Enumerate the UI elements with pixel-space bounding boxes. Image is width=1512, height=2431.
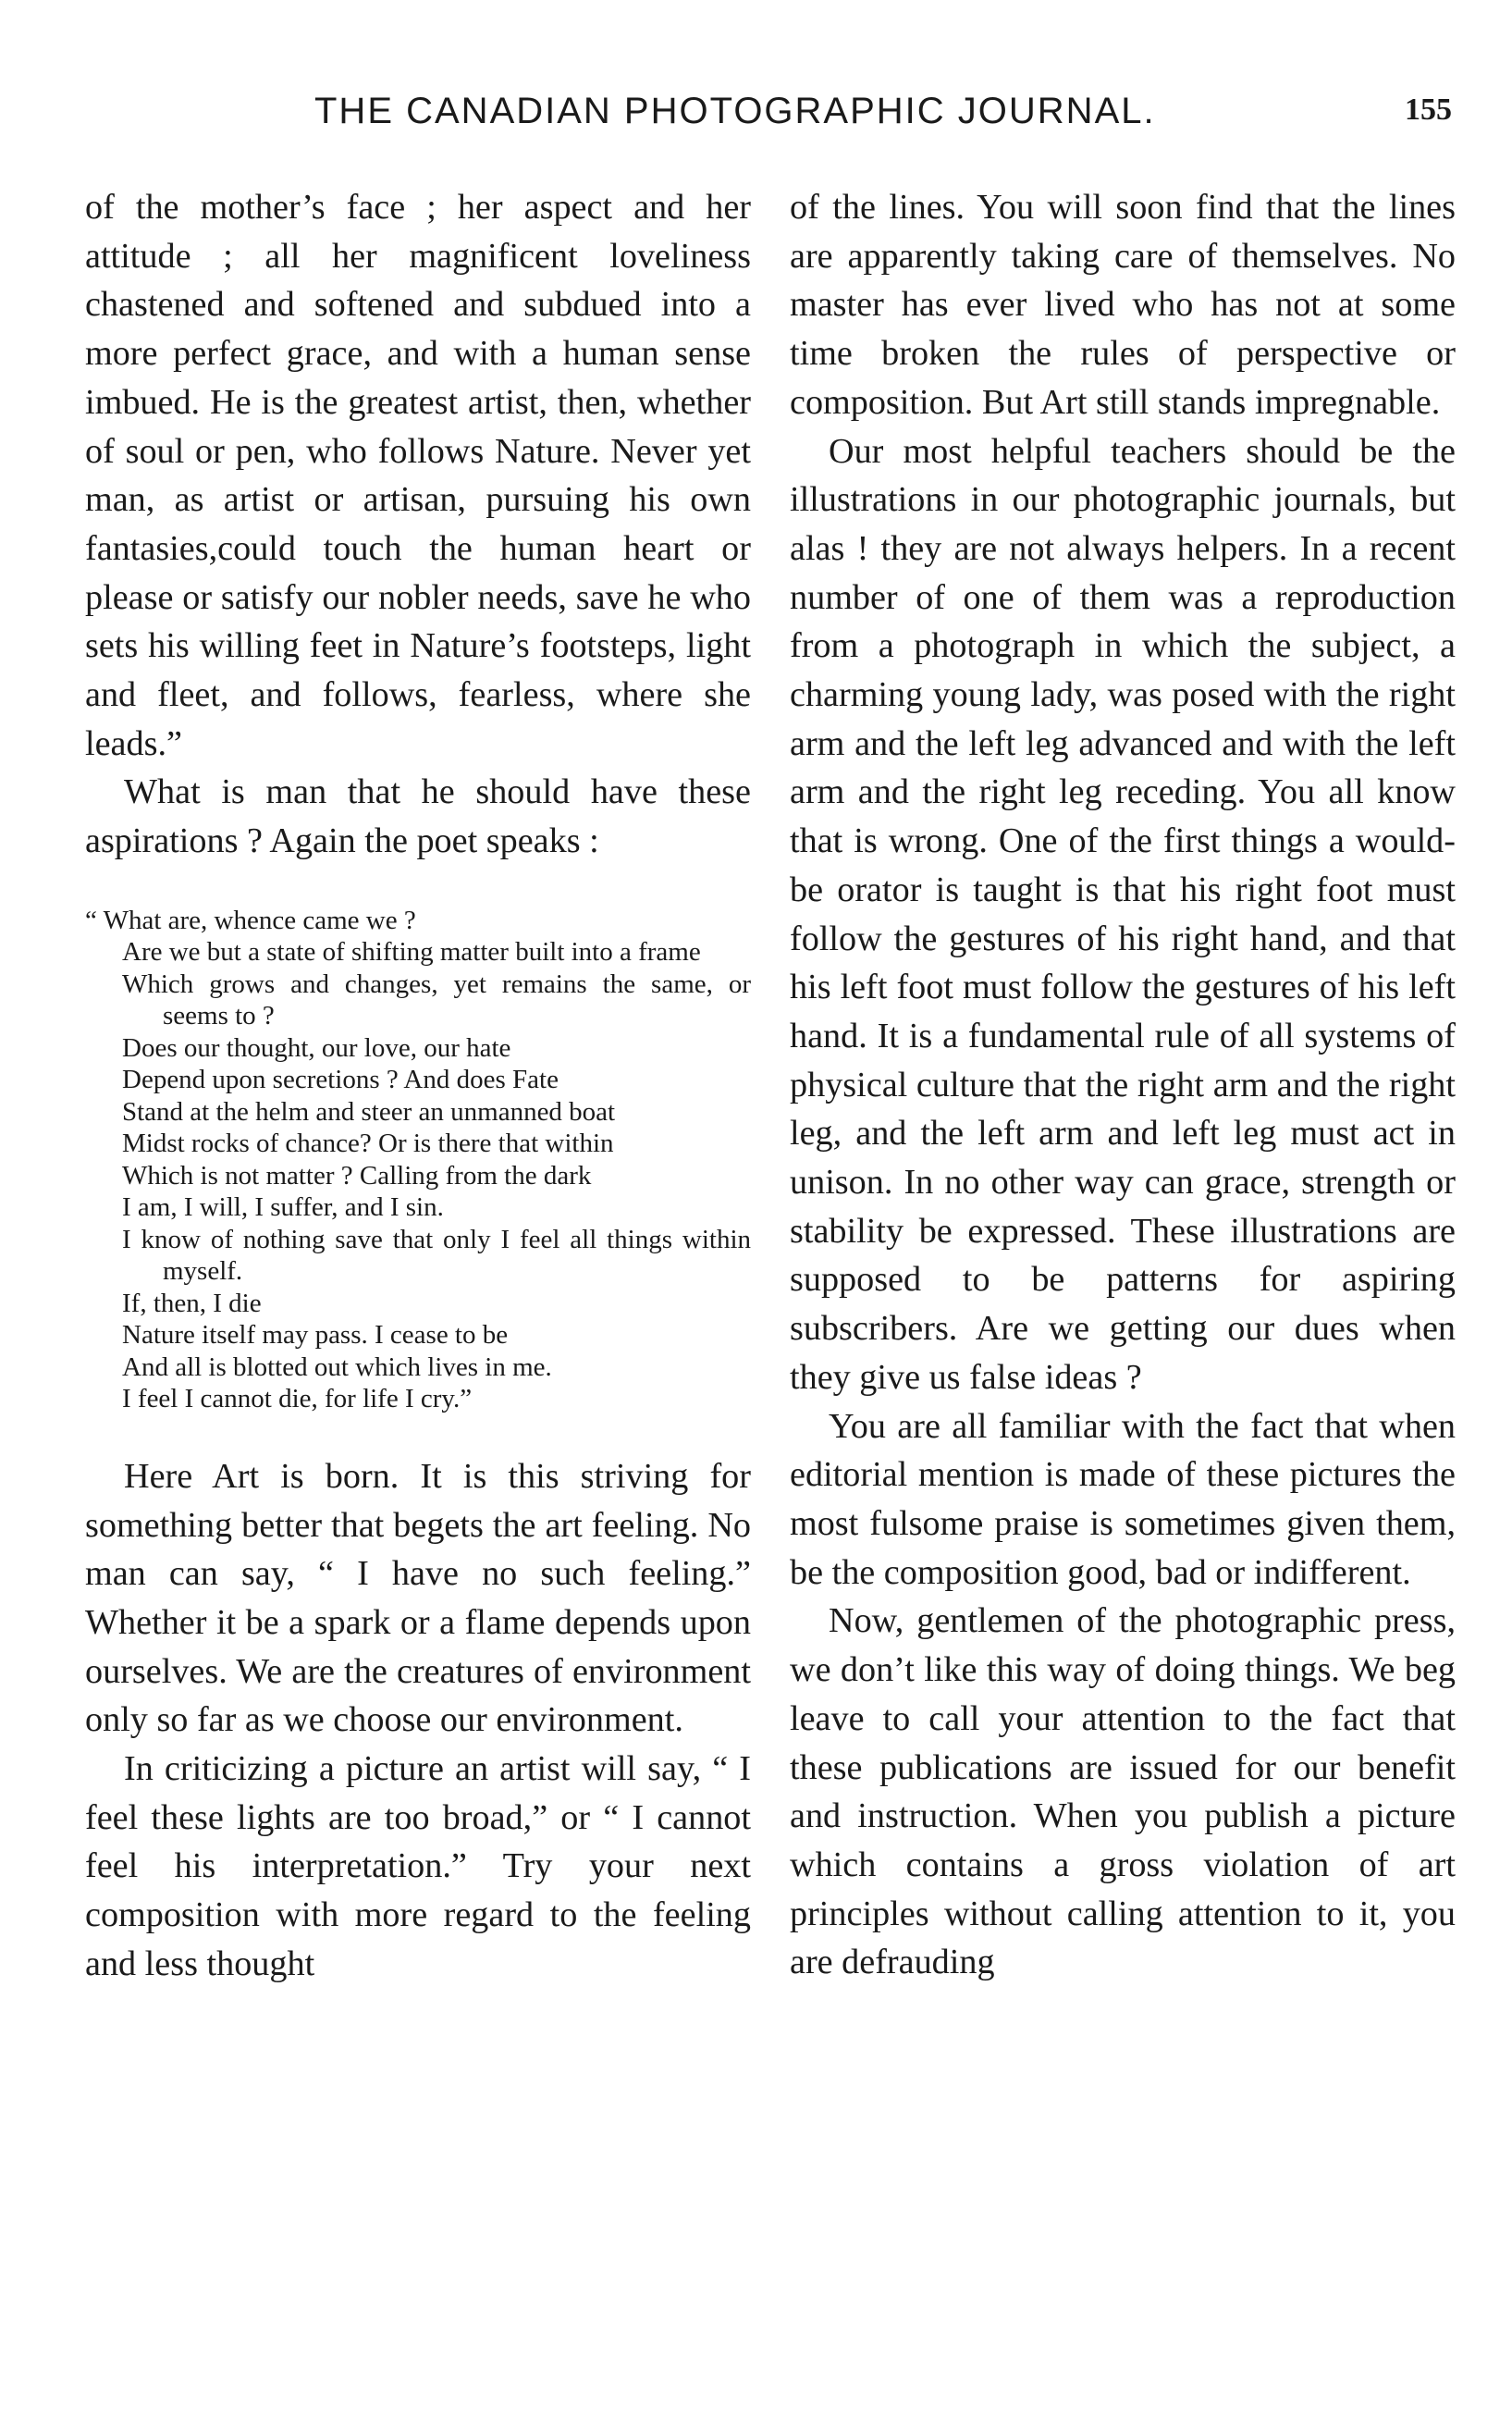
paragraph: What is man that he should have these aspirations ? Again the poet speaks : [85, 772, 751, 861]
paragraph: You are all familiar with the fact that when editorial mention is made of these pictures the most fulsome praise is sometimes given them, be the composition good, bad or indifferent. [790, 1406, 1456, 1592]
paragraph: Our most helpful teachers should be the illustrations in our photographic journals, but alas ! they are not always helpers. In a recent number of one of them was a reproduction from a photograph in which the subject, a charming young lady, was posed with the right arm and the left leg advanced and with the left arm and the right leg receding. You all know that is wrong. One of the first things a would-be orator is taught is that his right foot must follow the gestures of his right hand, and that his left foot must follow the gestures of his left hand. It is a fundamental rule of all systems of physical culture that the right arm and the right leg, and the left arm and left leg must act in unison. In no other way can grace, strength or stability be expressed. These illustrations are supposed to be patterns for aspiring subscribers. Are we getting our dues when they give us false ideas ? [790, 431, 1456, 1397]
right-column [790, 183, 1456, 1987]
left-column [85, 183, 751, 1989]
paragraph: Here Art is born. It is this striving for something better that begets the art feeling. No man can say, “ I have no such feeling.” Whether it be a spark or a flame depends upon ourselves. We are the creatures of environment only so far as we choose our environment. [85, 1456, 751, 1740]
poem-quotation [85, 905, 751, 1415]
paragraph: In criticizing a picture an artist will say, “ I feel these lights are too broad,” or “ I cannot feel his interpretation.” Try your next composition with more regard to the feeling and less thought [85, 1749, 751, 1983]
poem-line: Are we but a state of shifting matter built into a frame [122, 937, 701, 968]
page-number: 155 [1405, 93, 1452, 127]
poem-line: “ What are, whence came we ? [85, 905, 416, 935]
poem-line: Which grows and changes, yet remains the same, or seems to ? [122, 969, 751, 1031]
journal-title: THE CANADIAN PHOTOGRAPHIC JOURNAL. [314, 91, 1156, 131]
paragraph: Now, gentlemen of the photographic press, we don’t like this way of doing things. We beg leave to call your attention to the fact that these publications are issued for our benefit and instruction. When you publish a picture which contains a gross violation of art principles without calling attention to it, you are defrauding [790, 1601, 1456, 1982]
poem-line: Nature itself may pass. I cease to be [122, 1320, 509, 1351]
paragraph: of the mother’s face ; her aspect and her attitude ; all her magnificent loveliness chastened and softened and subdued into a more perfect grace, and with a human sense imbued. He is the greatest artist, then, whether of soul or pen, who follows Nature. Never yet man, as artist or artisan, pursuing his own fantasies,could touch the human heart or please or satisfy our nobler needs, save he who sets his willing feet in Nature’s footsteps, light and fleet, and follows, fearless, where she leads.” [85, 188, 751, 763]
poem-line: Which is not matter ? Calling from the dark [122, 1160, 592, 1191]
poem-line: I feel I cannot die, for life I cry.” [122, 1384, 473, 1414]
poem-line: Depend upon secretions ? And does Fate [122, 1065, 559, 1095]
poem-line: And all is blotted out which lives in me. [122, 1351, 552, 1382]
paragraph: of the lines. You will soon find that the lines are apparently taking care of themselves. No master has ever lived who has not at some time broken the rules of perspective or composition. But Art still stands impregnable. [790, 188, 1456, 422]
poem-line: Midst rocks of chance? Or is there that within [122, 1129, 614, 1159]
poem-line: Does our thought, our love, our hate [122, 1032, 511, 1063]
poem-line: If, then, I die [122, 1288, 262, 1318]
poem-line: Stand at the helm and steer an unmanned boat [122, 1096, 616, 1127]
poem-line: I know of nothing save that only I feel all things within myself. [122, 1224, 751, 1287]
poem-line: I am, I will, I suffer, and I sin. [122, 1192, 444, 1223]
running-header [83, 91, 1452, 146]
